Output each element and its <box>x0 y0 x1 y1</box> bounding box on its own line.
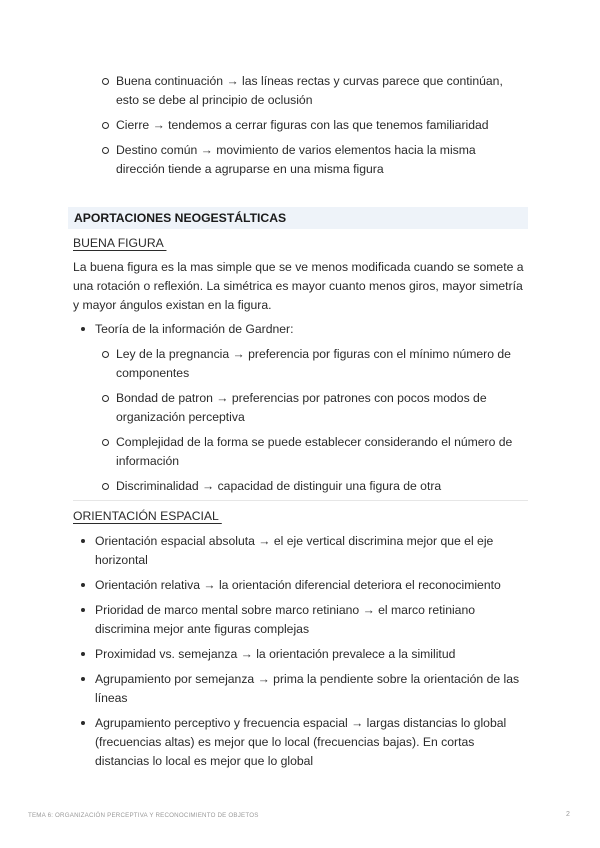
orientacion-list <box>0 532 527 771</box>
buena-figura-paragraph: La buena figura es la mas simple que se ve menos modificada cuando se somete a una rotación o reflexión. La simétrica es mayor cuanto menos giros, mayor simetría y mayor ángulos existan en la figura. <box>73 260 524 312</box>
footer-title: TEMA 6: ORGANIZACIÓN PERCEPTIVA Y RECONOCIMIENTO DE OBJETOS <box>28 812 259 819</box>
section-title: APORTACIONES NEOGESTÁLTICAS <box>74 211 287 225</box>
list-item: Proximidad vs. semejanza → la orientación prevalece a la similitud <box>0 645 527 664</box>
gardner-list <box>0 320 527 339</box>
list-item: Teoría de la información de Gardner: <box>0 320 527 339</box>
list-item: Agrupamiento por semejanza → prima la pendiente sobre la orientación de las líneas <box>0 670 527 708</box>
gardner-sublist <box>0 345 526 502</box>
list-item: Agrupamiento perceptivo y frecuencia espacial → largas distancias lo global (frecuencias altas) es mejor que lo local (frecuencias bajas). En cortas distancias lo local es mejor que lo global <box>0 714 527 771</box>
page-number: 2 <box>566 811 570 818</box>
list-item: Destino común → movimiento de varios elementos hacia la misma dirección tiende a agruparse en una misma figura <box>0 141 526 179</box>
list-item: Buena continuación → las líneas rectas y curvas parece que continúan, esto se debe al principio de oclusión <box>0 72 526 110</box>
list-item: Complejidad de la forma se puede establecer considerando el número de información <box>0 433 526 471</box>
divider <box>73 500 528 501</box>
buena-figura-heading: BUENA FIGURA <box>73 236 167 250</box>
list-item: Bondad de patron → preferencias por patrones con pocos modos de organización perceptiva <box>0 389 526 427</box>
list-item: Orientación espacial absoluta → el eje vertical discrimina mejor que el eje horizontal <box>0 532 527 570</box>
list-item: Orientación relativa → la orientación diferencial deteriora el reconocimiento <box>0 576 527 595</box>
list-item: Discriminalidad → capacidad de distinguir una figura de otra <box>0 477 526 496</box>
top-sublist <box>0 72 526 185</box>
list-item: Prioridad de marco mental sobre marco retiniano → el marco retiniano discrimina mejor ante figuras complejas <box>0 601 527 639</box>
list-item: Ley de la pregnancia → preferencia por figuras con el mínimo número de componentes <box>0 345 526 383</box>
list-item: Cierre → tendemos a cerrar figuras con las que tenemos familiaridad <box>0 116 526 135</box>
orientacion-heading: ORIENTACIÓN ESPACIAL <box>73 509 222 523</box>
